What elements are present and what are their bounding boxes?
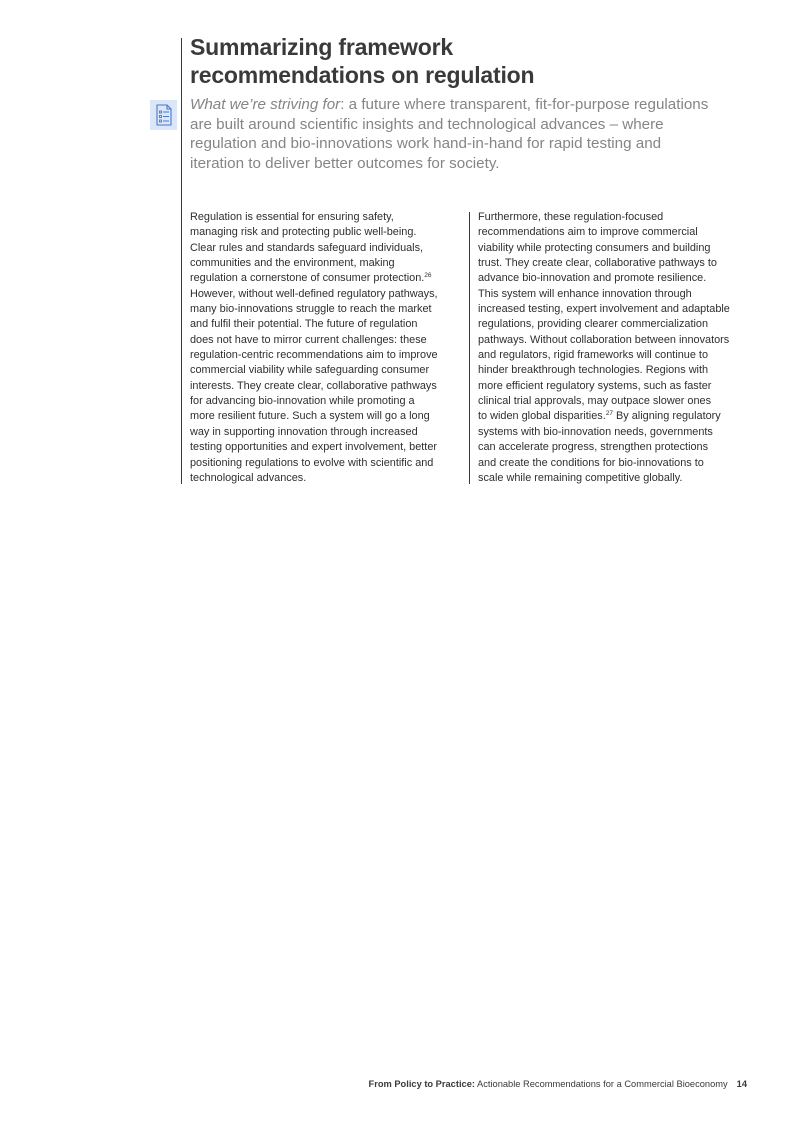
page-footer — [369, 1078, 747, 1090]
body-line-text: regulation a cornerstone of consumer protection. — [190, 272, 425, 285]
body-line: trust. They create clear, collaborative pathways to — [478, 257, 717, 270]
striving-line-2: are built around scientific insights and technological advances – where — [190, 115, 664, 133]
striving-statement — [190, 95, 750, 173]
body-line: viability while protecting consumers and building — [478, 241, 711, 254]
column-divider — [469, 212, 470, 484]
section-vertical-rule — [181, 38, 182, 484]
body-line: positioning regulations to evolve with scientific and — [190, 456, 434, 469]
body-line: This system will enhance innovation through — [478, 287, 692, 300]
striving-line-1-rest: : a future where transparent, fit-for-purpose regulations — [340, 96, 709, 113]
body-line: However, without well-defined regulatory pathways, — [190, 287, 438, 300]
body-line: communities and the environment, making — [190, 257, 395, 270]
body-line: for advancing bio-innovation while promoting a — [190, 395, 415, 408]
body-line: and create the conditions for bio-innovations to — [478, 456, 704, 469]
body-line: more resilient future. Such a system will go a long — [190, 410, 430, 423]
body-line: advance bio-innovation and promote resilience. — [478, 272, 707, 285]
body-column-left — [190, 210, 460, 486]
body-line-with-footnote — [478, 409, 753, 424]
body-line: many bio-innovations struggle to reach the market — [190, 303, 432, 316]
body-line: way in supporting innovation through increased — [190, 425, 418, 438]
body-line-text: to widen global disparities. — [478, 410, 606, 423]
body-line: interests. They create clear, collaborative pathways — [190, 379, 437, 392]
body-line: managing risk and protecting public well-being. — [190, 226, 417, 239]
footnote-ref-27[interactable]: 27 — [605, 410, 613, 418]
footer-title-rest: Actionable Recommendations for a Commercial Bioeconomy — [474, 1079, 728, 1089]
body-line: and regulators, rigid frameworks will continue to — [478, 349, 709, 362]
body-column-right — [478, 210, 753, 486]
body-line: regulations, providing clearer commercialization — [478, 318, 709, 331]
body-line: scale while remaining competitive globally. — [478, 471, 683, 484]
body-line: Clear rules and standards safeguard individuals, — [190, 241, 424, 254]
body-line: hinder breakthrough technologies. Regions with — [478, 364, 709, 377]
body-line: does not have to mirror current challenges: these — [190, 333, 427, 346]
body-line-text-after: By aligning regulatory — [612, 410, 721, 423]
body-line: pathways. Without collaboration between innovators — [478, 333, 730, 346]
striving-label: What we’re striving for — [190, 96, 341, 113]
striving-line-3: regulation and bio-innovations work hand-in-hand for rapid testing and — [190, 135, 662, 153]
body-line: commercial viability while safeguarding consumer — [190, 364, 430, 377]
body-line: can accelerate progress, strengthen protections — [478, 441, 709, 454]
body-line: technological advances. — [190, 471, 307, 484]
striving-line-4: iteration to deliver better outcomes for society. — [190, 154, 500, 172]
page-number: 14 — [736, 1079, 747, 1089]
footnote-ref-26[interactable]: 26 — [424, 272, 432, 280]
body-line: increased testing, expert involvement and adaptable — [478, 303, 730, 316]
body-line: more efficient regulatory systems, such as faster — [478, 379, 712, 392]
footer-title-bold: From Policy to Practice: — [368, 1079, 475, 1089]
striving-line-1 — [190, 95, 750, 115]
body-line: clinical trial approvals, may outpace slower ones — [478, 395, 712, 408]
body-line: testing opportunities and expert involvement, better — [190, 441, 438, 454]
page-title-line-2: recommendations on regulation — [190, 62, 535, 88]
body-line: and fulfil their potential. The future of regulation — [190, 318, 418, 331]
body-line: systems with bio-innovation needs, governments — [478, 425, 713, 438]
document-list-icon — [150, 100, 177, 130]
body-line-with-footnote — [190, 271, 460, 286]
body-line: Regulation is essential for ensuring safety, — [190, 211, 394, 223]
body-line: Furthermore, these regulation-focused — [478, 211, 664, 223]
page-title — [190, 33, 750, 89]
body-line: recommendations aim to improve commercial — [478, 226, 698, 239]
page-title-line-1: Summarizing framework — [190, 34, 453, 60]
body-line: regulation-centric recommendations aim to improve — [190, 349, 438, 362]
